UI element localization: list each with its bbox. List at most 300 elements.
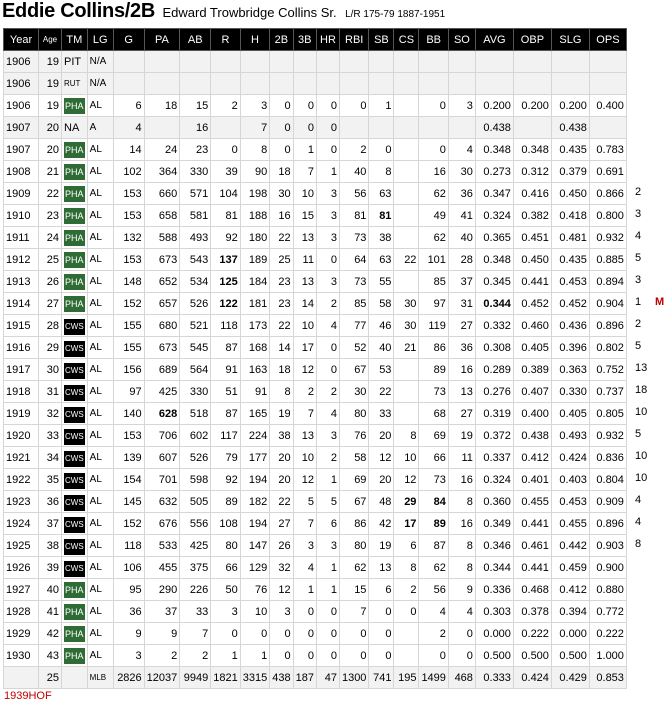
stat-cell-so: 468 (448, 667, 475, 689)
stat-cell-ops: 0.880 (589, 579, 626, 601)
stat-cell-3b: 0 (293, 601, 316, 623)
stat-cell-avg (475, 73, 513, 95)
year-cell: 1913 (4, 271, 39, 293)
stat-cell-slg: 0.412 (551, 579, 589, 601)
stat-cell-pa: 689 (144, 359, 180, 381)
stat-cell-2b: 0 (270, 117, 293, 139)
stat-cell-ops: 0.800 (589, 205, 626, 227)
stat-cell-cs: 195 (394, 667, 419, 689)
stat-cell-ab: 33 (180, 601, 211, 623)
mvp-rank: 4 (635, 516, 642, 528)
stat-cell-obp: 0.401 (513, 469, 551, 491)
stat-cell-avg (475, 51, 513, 73)
stat-cell-pa: 632 (144, 491, 180, 513)
team-cell (62, 579, 88, 601)
age-cell: 41 (39, 601, 62, 623)
team-cell (62, 667, 88, 689)
stat-cell-3b: 10 (293, 447, 316, 469)
stat-cell-sb: 55 (369, 271, 394, 293)
stat-cell-ops: 0.932 (589, 227, 626, 249)
stat-cell-bb: 85 (419, 271, 448, 293)
stat-cell-rbi (339, 51, 368, 73)
stat-cell-bb: 87 (419, 535, 448, 557)
age-cell: 34 (39, 447, 62, 469)
stat-cell-ab: 545 (180, 337, 211, 359)
stat-cell-so: 16 (448, 359, 475, 381)
stat-cell-avg: 0.345 (475, 271, 513, 293)
stat-cell-2b: 27 (270, 513, 293, 535)
stat-cell-3b: 0 (293, 623, 316, 645)
stat-cell-so: 0 (448, 645, 475, 667)
stat-cell-so (448, 117, 475, 139)
stat-cell-pa: 588 (144, 227, 180, 249)
age-cell: 36 (39, 491, 62, 513)
stat-cell-rbi: 40 (339, 161, 368, 183)
stat-cell-slg: 0.396 (551, 337, 589, 359)
mvp-rank: 13 (635, 362, 648, 374)
stat-cell-bb: 0 (419, 95, 448, 117)
stat-cell-rbi: 76 (339, 425, 368, 447)
stat-cell-cs (394, 359, 419, 381)
stat-cell-bb: 62 (419, 183, 448, 205)
stat-cell-ops: 0.903 (589, 535, 626, 557)
stat-cell-bb: 56 (419, 579, 448, 601)
league-cell: N/A (87, 51, 113, 73)
stat-cell-ops: 0.896 (589, 315, 626, 337)
league-cell: A (87, 117, 113, 139)
stat-cell-r: 87 (211, 337, 240, 359)
stat-cell-obp (513, 73, 551, 95)
stat-cell-g: 156 (113, 359, 144, 381)
league-cell: AL (87, 359, 113, 381)
stat-cell-pa: 2 (144, 645, 180, 667)
table-row (4, 139, 627, 161)
stat-cell-g: 6 (113, 95, 144, 117)
stat-cell-cs: 10 (394, 447, 419, 469)
mvp-rank: 3 (635, 274, 642, 286)
league-cell: AL (87, 293, 113, 315)
team-cell (62, 535, 88, 557)
league-cell: AL (87, 491, 113, 513)
stat-cell-cs (394, 623, 419, 645)
stat-cell-ops: 1.000 (589, 645, 626, 667)
stat-cell-obp: 0.441 (513, 271, 551, 293)
stat-cell-cs: 17 (394, 513, 419, 535)
stat-cell-rbi: 2 (339, 139, 368, 161)
league-cell: AL (87, 337, 113, 359)
mvp-rank: 10 (635, 472, 648, 484)
stat-cell-2b: 16 (270, 205, 293, 227)
table-row (4, 51, 627, 73)
stat-cell-cs (394, 227, 419, 249)
stat-cell-bb: 16 (419, 161, 448, 183)
stat-cell-pa: 660 (144, 183, 180, 205)
stat-cell-h: 198 (240, 183, 269, 205)
stat-cell-slg: 0.403 (551, 469, 589, 491)
team-cell (62, 227, 88, 249)
team-badge: CWS (64, 341, 85, 357)
column-header-cs: CS (394, 29, 419, 51)
table-row (4, 205, 627, 227)
team-cell (62, 315, 88, 337)
stat-cell-pa: 364 (144, 161, 180, 183)
table-row (4, 557, 627, 579)
stat-cell-rbi: 64 (339, 249, 368, 271)
stat-cell-r: 92 (211, 469, 240, 491)
year-cell: 1930 (4, 645, 39, 667)
year-cell: 1909 (4, 183, 39, 205)
column-header-obp: OBP (513, 29, 551, 51)
stat-cell-3b: 15 (293, 205, 316, 227)
stat-cell-avg: 0.332 (475, 315, 513, 337)
stat-cell-3b: 7 (293, 513, 316, 535)
stat-cell-r: 39 (211, 161, 240, 183)
table-row (4, 623, 627, 645)
stat-cell-h: 165 (240, 403, 269, 425)
stat-cell-pa: 37 (144, 601, 180, 623)
stat-cell-cs (394, 403, 419, 425)
team-badge: PHA (64, 230, 85, 246)
column-header-3b: 3B (293, 29, 316, 51)
stat-cell-rbi: 80 (339, 535, 368, 557)
stat-cell-2b: 12 (270, 579, 293, 601)
table-row (4, 359, 627, 381)
age-cell: 19 (39, 51, 62, 73)
stat-cell-obp (513, 51, 551, 73)
stat-cell-2b: 22 (270, 315, 293, 337)
table-row (4, 469, 627, 491)
stat-cell-ops: 0.222 (589, 623, 626, 645)
stat-cell-slg: 0.424 (551, 447, 589, 469)
year-cell: 1916 (4, 337, 39, 359)
stat-cell-h: 224 (240, 425, 269, 447)
table-row (4, 315, 627, 337)
stat-cell-g: 2826 (113, 667, 144, 689)
stat-cell-3b: 4 (293, 557, 316, 579)
column-header-h: H (240, 29, 269, 51)
stat-cell-avg: 0.344 (475, 293, 513, 315)
stat-cell-hr: 47 (316, 667, 339, 689)
stat-cell-sb: 46 (369, 315, 394, 337)
stat-cell-2b: 3 (270, 601, 293, 623)
league-cell: AL (87, 161, 113, 183)
team-cell: NA (62, 117, 88, 139)
stat-cell-pa (144, 117, 180, 139)
column-header-lg: LG (87, 29, 113, 51)
league-cell: AL (87, 315, 113, 337)
age-cell: 26 (39, 271, 62, 293)
stat-cell-g: 153 (113, 249, 144, 271)
table-row (4, 425, 627, 447)
stat-cell-h: 3 (240, 95, 269, 117)
stat-cell-r: 125 (211, 271, 240, 293)
stat-cell-ab: 226 (180, 579, 211, 601)
stat-cell-slg: 0.455 (551, 513, 589, 535)
stat-cell-ab (180, 51, 211, 73)
stat-cell-obp: 0.424 (513, 667, 551, 689)
stat-cell-g (113, 73, 144, 95)
stat-cell-rbi: 69 (339, 469, 368, 491)
age-cell: 30 (39, 359, 62, 381)
stat-cell-sb: 20 (369, 469, 394, 491)
stat-cell-avg: 0.348 (475, 139, 513, 161)
stat-cell-slg (551, 73, 589, 95)
table-row (4, 183, 627, 205)
year-cell: 1927 (4, 579, 39, 601)
stat-cell-cs: 12 (394, 469, 419, 491)
stat-cell-h: 182 (240, 491, 269, 513)
stat-cell-ab: 15 (180, 95, 211, 117)
stat-cell-slg: 0.435 (551, 139, 589, 161)
stat-cell-rbi: 56 (339, 183, 368, 205)
stat-cell-slg: 0.200 (551, 95, 589, 117)
stat-cell-g: 155 (113, 315, 144, 337)
column-header-hr: HR (316, 29, 339, 51)
stat-cell-rbi: 73 (339, 227, 368, 249)
stat-cell-slg: 0.436 (551, 315, 589, 337)
stat-cell-r: 104 (211, 183, 240, 205)
team-cell (62, 359, 88, 381)
stat-cell-3b: 1 (293, 579, 316, 601)
league-cell: AL (87, 205, 113, 227)
stat-cell-slg: 0.481 (551, 227, 589, 249)
stat-cell-cs (394, 51, 419, 73)
table-row (4, 95, 627, 117)
stat-cell-pa: 673 (144, 337, 180, 359)
stat-cell-so: 30 (448, 161, 475, 183)
year-cell: 1921 (4, 447, 39, 469)
age-cell: 29 (39, 337, 62, 359)
league-cell: AL (87, 557, 113, 579)
stat-cell-avg: 0.273 (475, 161, 513, 183)
team-badge: PHA (64, 626, 85, 642)
stat-cell-g: 132 (113, 227, 144, 249)
stat-cell-r: 1 (211, 645, 240, 667)
stat-cell-obp (513, 117, 551, 139)
stat-cell-pa (144, 51, 180, 73)
stat-cell-ab: 556 (180, 513, 211, 535)
stat-cell-avg: 0.303 (475, 601, 513, 623)
stat-cell-cs (394, 117, 419, 139)
stat-cell-ops: 0.894 (589, 271, 626, 293)
year-cell: 1915 (4, 315, 39, 337)
league-cell: AL (87, 601, 113, 623)
stat-cell-3b: 12 (293, 359, 316, 381)
team-cell (62, 249, 88, 271)
stat-cell-so: 19 (448, 425, 475, 447)
stat-cell-2b: 32 (270, 557, 293, 579)
league-cell: AL (87, 381, 113, 403)
year-cell: 1923 (4, 491, 39, 513)
stat-cell-g: 152 (113, 513, 144, 535)
stat-cell-g: 153 (113, 183, 144, 205)
team-cell (62, 205, 88, 227)
table-row (4, 227, 627, 249)
stat-cell-pa: 628 (144, 403, 180, 425)
stat-cell-hr: 0 (316, 359, 339, 381)
year-cell: 1926 (4, 557, 39, 579)
stat-cell-ab: 526 (180, 293, 211, 315)
stat-cell-avg: 0.348 (475, 249, 513, 271)
stat-cell-obp: 0.407 (513, 381, 551, 403)
stat-cell-r (211, 73, 240, 95)
year-cell: 1920 (4, 425, 39, 447)
column-header-2b: 2B (270, 29, 293, 51)
stat-cell-so: 9 (448, 579, 475, 601)
stat-cell-avg: 0.344 (475, 557, 513, 579)
stat-cell-bb: 101 (419, 249, 448, 271)
team-badge: PHA (64, 296, 85, 312)
stat-cell-ab: 571 (180, 183, 211, 205)
stat-cell-ops (589, 73, 626, 95)
stat-cell-h: 7 (240, 117, 269, 139)
stat-cell-avg: 0.372 (475, 425, 513, 447)
stat-cell-ab: 518 (180, 403, 211, 425)
league-cell: AL (87, 645, 113, 667)
stat-cell-sb: 12 (369, 447, 394, 469)
column-header-so: SO (448, 29, 475, 51)
stat-cell-g: 3 (113, 645, 144, 667)
team-cell (62, 557, 88, 579)
stat-cell-ops (589, 117, 626, 139)
stat-cell-g: 9 (113, 623, 144, 645)
stat-cell-r: 1821 (211, 667, 240, 689)
stat-cell-h: 3315 (240, 667, 269, 689)
stat-cell-obp: 0.405 (513, 337, 551, 359)
stat-cell-2b: 38 (270, 425, 293, 447)
stat-cell-rbi (339, 73, 368, 95)
mvp-rank: 5 (635, 428, 642, 440)
age-cell: 21 (39, 161, 62, 183)
stat-cell-pa: 425 (144, 381, 180, 403)
stat-cell-avg: 0.308 (475, 337, 513, 359)
stat-cell-avg: 0.347 (475, 183, 513, 205)
stat-cell-h: 184 (240, 271, 269, 293)
stat-cell-g: 106 (113, 557, 144, 579)
age-cell: 27 (39, 293, 62, 315)
stat-cell-hr (316, 73, 339, 95)
table-row (4, 381, 627, 403)
stat-cell-hr: 2 (316, 447, 339, 469)
team-badge: CWS (64, 429, 85, 445)
table-row (4, 161, 627, 183)
stat-cell-r (211, 117, 240, 139)
stat-cell-ops: 0.904 (589, 293, 626, 315)
age-cell: 24 (39, 227, 62, 249)
stat-cell-h: 180 (240, 227, 269, 249)
stat-cell-slg: 0.000 (551, 623, 589, 645)
stat-cell-h: 76 (240, 579, 269, 601)
stat-cell-hr: 3 (316, 205, 339, 227)
stat-cell-obp: 0.312 (513, 161, 551, 183)
stat-cell-hr: 0 (316, 117, 339, 139)
stat-cell-pa: 607 (144, 447, 180, 469)
mvp-rank: 10 (635, 406, 648, 418)
stat-cell-so: 41 (448, 205, 475, 227)
stat-cell-3b: 0 (293, 117, 316, 139)
stat-cell-r: 79 (211, 447, 240, 469)
stat-cell-bb: 69 (419, 425, 448, 447)
stat-cell-cs: 30 (394, 293, 419, 315)
stat-cell-cs: 6 (394, 535, 419, 557)
stat-cell-cs: 30 (394, 315, 419, 337)
stat-cell-rbi: 86 (339, 513, 368, 535)
stat-cell-rbi: 80 (339, 403, 368, 425)
stat-cell-bb: 2 (419, 623, 448, 645)
stat-cell-sb: 33 (369, 403, 394, 425)
stat-cell-slg: 0.438 (551, 117, 589, 139)
stat-cell-g: 140 (113, 403, 144, 425)
stat-cell-r: 2 (211, 95, 240, 117)
table-row (4, 491, 627, 513)
league-cell: AL (87, 95, 113, 117)
stat-cell-ab: 521 (180, 315, 211, 337)
stat-cell-bb: 1499 (419, 667, 448, 689)
stat-cell-ops: 0.866 (589, 183, 626, 205)
stat-cell-obp: 0.455 (513, 491, 551, 513)
stat-cell-bb: 0 (419, 139, 448, 161)
stat-cell-cs: 8 (394, 557, 419, 579)
stat-cell-bb: 97 (419, 293, 448, 315)
stat-cell-rbi: 62 (339, 557, 368, 579)
stat-cell-obp: 0.222 (513, 623, 551, 645)
stat-cell-so: 16 (448, 469, 475, 491)
stat-cell-obp: 0.468 (513, 579, 551, 601)
stat-cell-rbi: 67 (339, 491, 368, 513)
stat-cell-slg: 0.429 (551, 667, 589, 689)
stat-cell-ops: 0.737 (589, 381, 626, 403)
stat-cell-h: 188 (240, 205, 269, 227)
stat-cell-g: 152 (113, 293, 144, 315)
stat-cell-cs: 21 (394, 337, 419, 359)
stat-cell-r: 87 (211, 403, 240, 425)
stat-cell-obp: 0.441 (513, 557, 551, 579)
mvp-rank: 1 (635, 296, 642, 308)
mvp-rank: 4 (635, 230, 642, 242)
stat-cell-g: 14 (113, 139, 144, 161)
stat-cell-obp: 0.382 (513, 205, 551, 227)
stat-cell-slg: 0.363 (551, 359, 589, 381)
table-row (4, 447, 627, 469)
column-header-age: Age (39, 29, 62, 51)
stat-cell-ab: 526 (180, 447, 211, 469)
stat-cell-sb: 38 (369, 227, 394, 249)
league-cell: MLB (87, 667, 113, 689)
stat-cell-sb (369, 73, 394, 95)
stat-cell-3b: 7 (293, 161, 316, 183)
stat-cell-sb: 6 (369, 579, 394, 601)
mvp-rank: 5 (635, 340, 642, 352)
stat-cell-so: 27 (448, 315, 475, 337)
stat-cell-pa: 533 (144, 535, 180, 557)
stat-cell-so: 4 (448, 139, 475, 161)
stat-cell-r: 80 (211, 535, 240, 557)
team-cell: RUT (62, 73, 88, 95)
stat-cell-rbi: 73 (339, 271, 368, 293)
stat-cell-r: 122 (211, 293, 240, 315)
stat-cell-3b: 5 (293, 491, 316, 513)
year-cell: 1912 (4, 249, 39, 271)
stat-cell-rbi: 85 (339, 293, 368, 315)
team-cell (62, 293, 88, 315)
stat-cell-hr: 1 (316, 579, 339, 601)
league-cell: AL (87, 447, 113, 469)
stat-cell-ops: 0.772 (589, 601, 626, 623)
stat-cell-hr (316, 51, 339, 73)
column-header-ops: OPS (589, 29, 626, 51)
stat-cell-sb: 741 (369, 667, 394, 689)
stat-cell-pa: 9 (144, 623, 180, 645)
